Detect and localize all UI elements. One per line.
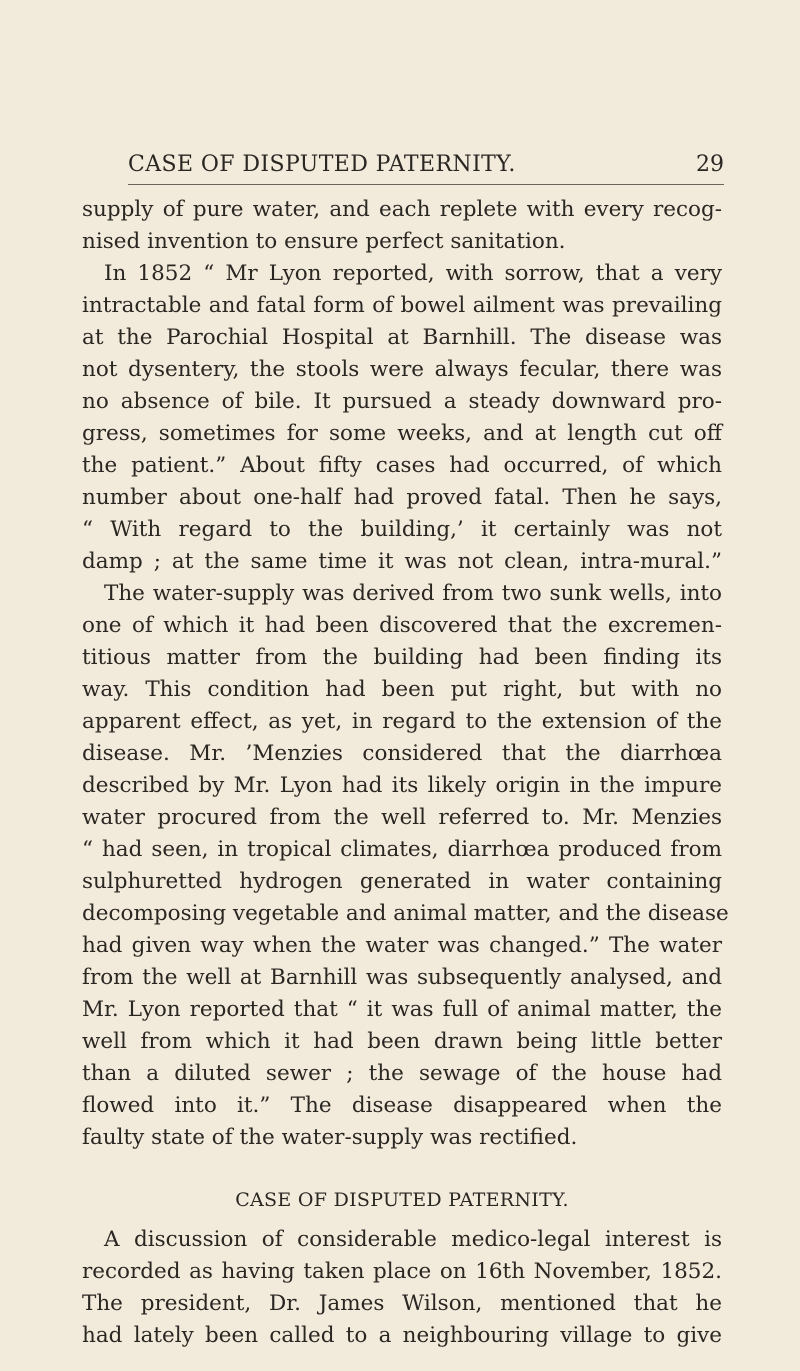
text-line: no absence of bile. It pursued a steady downward pro- [82, 389, 722, 414]
text-line: described by Mr. Lyon had its likely origin in the impure [82, 773, 722, 798]
paragraph-start: A discussion of considerable medico-legal interest is [104, 1227, 722, 1252]
text-line: The president, Dr. James Wilson, mentioned that he [82, 1291, 722, 1316]
body-text [82, 194, 729, 1352]
header-rule [128, 184, 724, 185]
section-spacer [82, 1216, 722, 1224]
text-line: the patient.” About fifty cases had occurred, of which [82, 453, 722, 478]
text-line: at the Parochial Hospital at Barnhill. The disease was [82, 325, 722, 350]
text-line: “ had seen, in tropical climates, diarrhœa produced from [82, 837, 722, 862]
text-line: than a diluted sewer ; the sewage of the house had [82, 1061, 722, 1086]
text-line: sulphuretted hydrogen generated in water containing [82, 869, 722, 894]
text-line: had given way when the water was changed.” The water [82, 933, 722, 958]
running-head [128, 152, 724, 182]
text-line: supply of pure water, and each replete with every recog- [82, 197, 722, 222]
page-number: 29 [696, 152, 724, 177]
text-line: decomposing vegetable and animal matter, and the disease [82, 901, 729, 926]
text-line: intractable and fatal form of bowel ailment was prevailing [82, 293, 722, 318]
text-line: faulty state of the water-supply was rectified. [82, 1125, 578, 1150]
text-line: number about one-half had proved fatal. Then he says, [82, 485, 722, 510]
text-line: flowed into it.” The disease disappeared when the [82, 1093, 722, 1118]
text-line: titious matter from the building had been finding its [82, 645, 722, 670]
text-line: water procured from the well referred to. Mr. Menzies [82, 805, 722, 830]
text-line: gress, sometimes for some weeks, and at length cut off [82, 421, 722, 446]
paragraph-start: In 1852 “ Mr Lyon reported, with sorrow, that a very [104, 261, 722, 286]
section-heading: CASE OF DISPUTED PATERNITY. [235, 1189, 569, 1211]
text-line: disease. Mr. ’Menzies considered that the diarrhœa [82, 741, 722, 766]
text-line: recorded as having taken place on 16th November, 1852. [82, 1259, 722, 1284]
text-line: had lately been called to a neighbouring village to give [82, 1323, 722, 1348]
section-spacer [82, 1154, 722, 1184]
text-line: way. This condition had been put right, but with no [82, 677, 722, 702]
text-line: damp ; at the same time it was not clean, intra-mural.” [82, 549, 722, 574]
text-line: nised invention to ensure perfect sanitation. [82, 229, 566, 254]
text-line: apparent effect, as yet, in regard to the extension of the [82, 709, 722, 734]
text-line: from the well at Barnhill was subsequently analysed, and [82, 965, 722, 990]
text-line: well from which it had been drawn being little better [82, 1029, 722, 1054]
running-title: CASE OF DISPUTED PATERNITY. [128, 152, 516, 177]
text-line: one of which it had been discovered that the excremen- [82, 613, 722, 638]
text-line: “ With regard to the building,’ it certainly was not [82, 517, 722, 542]
text-line: not dysentery, the stools were always fecular, there was [82, 357, 722, 382]
paragraph-start: The water-supply was derived from two sunk wells, into [104, 581, 722, 606]
text-line: Mr. Lyon reported that “ it was full of animal matter, the [82, 997, 722, 1022]
